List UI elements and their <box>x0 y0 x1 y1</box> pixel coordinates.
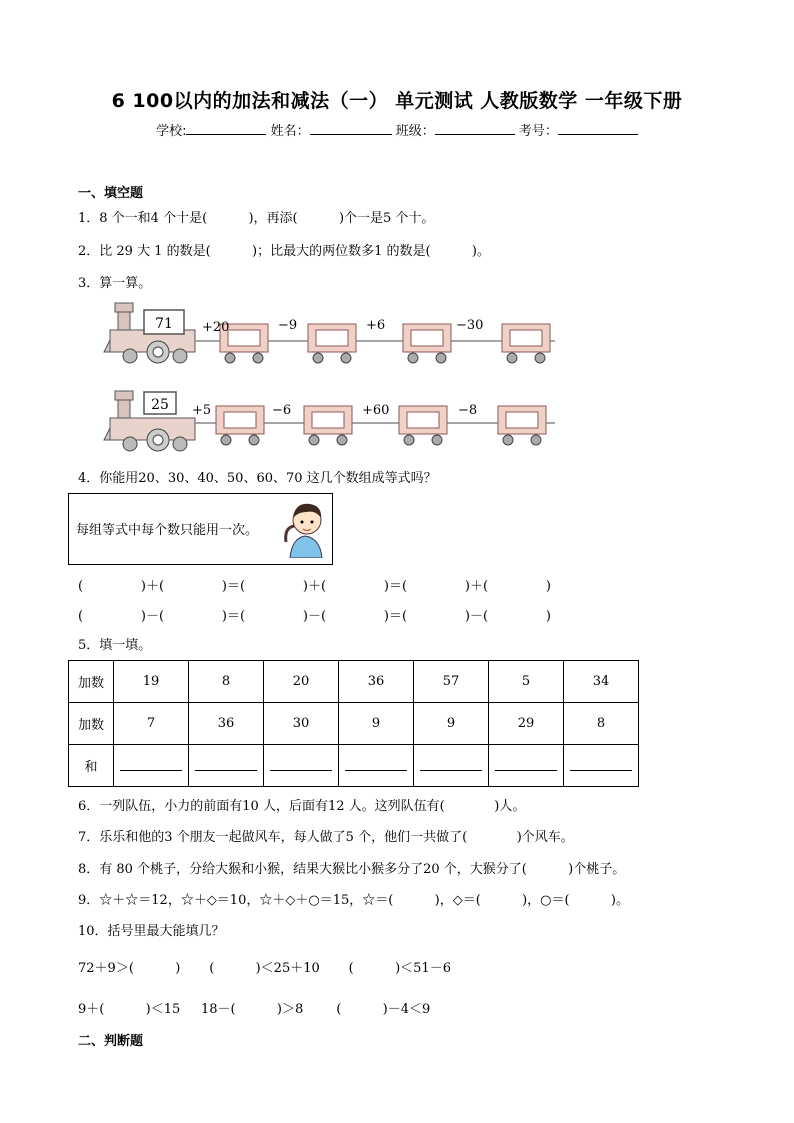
question-5: 5．填一填。 <box>78 638 152 653</box>
question-3: 3．算一算。 <box>78 276 152 291</box>
train-diagram-1 <box>100 300 560 368</box>
table-row <box>69 745 639 787</box>
table-cell: 9 <box>414 703 489 745</box>
row-header: 和 <box>69 745 114 787</box>
equation-row-add: ( )＋( )＝( )＋( )＝( )＋( ) <box>78 579 551 594</box>
table-cell: 20 <box>264 661 339 703</box>
locomotive-icon <box>104 303 195 363</box>
boy-thinking-icon <box>280 498 330 558</box>
question-6: 6．一列队伍，小力的前面有10 人，后面有12 人。这列队伍有( )人。 <box>78 799 526 814</box>
table-cell: 36 <box>339 661 414 703</box>
table-cell: 34 <box>564 661 639 703</box>
locomotive-icon <box>104 391 195 451</box>
name-field[interactable] <box>310 122 392 135</box>
table-cell: 57 <box>414 661 489 703</box>
sum-answer-field[interactable] <box>264 745 339 787</box>
question-1: 1．8 个一和4 个十是( )，再添( )个一是5 个十。 <box>78 211 435 226</box>
sum-answer-field[interactable] <box>564 745 639 787</box>
table-cell: 8 <box>564 703 639 745</box>
table-cell: 5 <box>489 661 564 703</box>
train2-start-value: 25 <box>151 397 169 413</box>
sum-answer-field[interactable] <box>189 745 264 787</box>
table-cell: 8 <box>189 661 264 703</box>
hint-text: 每组等式中每个数只能用一次。 <box>76 523 259 538</box>
sum-answer-field[interactable] <box>114 745 189 787</box>
train2-op-3: +60 <box>362 403 390 418</box>
table-row <box>69 661 639 703</box>
question-8: 8．有 80 个桃子，分给大猴和小猴，结果大猴比小猴多分了20 个，大猴分了( )个桃子。 <box>78 862 626 877</box>
name-label: 姓名： <box>270 124 310 139</box>
section-heading-judge: 二、判断题 <box>78 1034 144 1049</box>
wagon-3 <box>399 406 447 445</box>
train1-start-value: 71 <box>155 316 173 332</box>
inequality-row-2: 9＋( )＜15 18－( )＞8 ( )－4＜9 <box>78 1002 431 1017</box>
class-field[interactable] <box>435 122 515 135</box>
table-cell: 36 <box>189 703 264 745</box>
student-info-line <box>0 120 794 139</box>
exam-no-field[interactable] <box>558 122 638 135</box>
class-label: 班级： <box>395 124 435 139</box>
wagon-2 <box>304 406 352 445</box>
train1-op-4: −30 <box>456 318 484 333</box>
equation-row-subtract: ( )－( )＝( )－( )＝( )－( ) <box>78 609 551 624</box>
sum-answer-field[interactable] <box>339 745 414 787</box>
train2-op-2: −6 <box>272 403 292 418</box>
table-cell: 29 <box>489 703 564 745</box>
train1-op-2: −9 <box>278 318 298 333</box>
question-10: 10．括号里最大能填几？ <box>78 924 225 939</box>
wagon-2 <box>308 324 356 363</box>
table-cell: 9 <box>339 703 414 745</box>
train2-op-4: −8 <box>458 403 478 418</box>
question-2: 2．比 29 大 1 的数是( )；比最大的两位数多1 的数是( )。 <box>78 244 490 259</box>
row-header: 加数 <box>69 661 114 703</box>
table-cell: 30 <box>264 703 339 745</box>
train2-op-1: +5 <box>192 403 212 418</box>
wagon-4 <box>502 324 550 363</box>
school-field[interactable] <box>186 122 266 135</box>
table-cell: 19 <box>114 661 189 703</box>
train1-op-3: +6 <box>366 318 386 333</box>
exam-no-label: 考号： <box>518 124 558 139</box>
train-diagram-2 <box>100 388 560 456</box>
inequality-row-1: 72＋9＞( ) ( )＜25＋10 ( )＜51－6 <box>78 961 451 976</box>
question-4: 4．你能用20、30、40、50、60、70 这几个数组成等式吗？ <box>78 471 437 486</box>
addition-table <box>68 660 639 787</box>
school-label: 学校: <box>156 124 187 139</box>
wagon-3 <box>403 324 451 363</box>
wagon-1 <box>216 406 264 445</box>
train1-op-1: +20 <box>202 320 230 335</box>
wagon-4 <box>498 406 546 445</box>
question-9: 9．☆＋☆＝12，☆＋◇＝10，☆＋◇＋○＝15，☆＝( )，◇＝( )，○＝( )。 <box>78 893 629 908</box>
page-title: 6 100以内的加法和减法（一） 单元测试 人教版数学 一年级下册 <box>111 90 683 112</box>
table-row <box>69 703 639 745</box>
row-header: 加数 <box>69 703 114 745</box>
section-heading-fill: 一、填空题 <box>78 186 144 201</box>
table-cell: 7 <box>114 703 189 745</box>
sum-answer-field[interactable] <box>489 745 564 787</box>
question-7: 7．乐乐和他的3 个朋友一起做风车，每人做了5 个，他们一共做了( )个风车。 <box>78 830 574 845</box>
sum-answer-field[interactable] <box>414 745 489 787</box>
